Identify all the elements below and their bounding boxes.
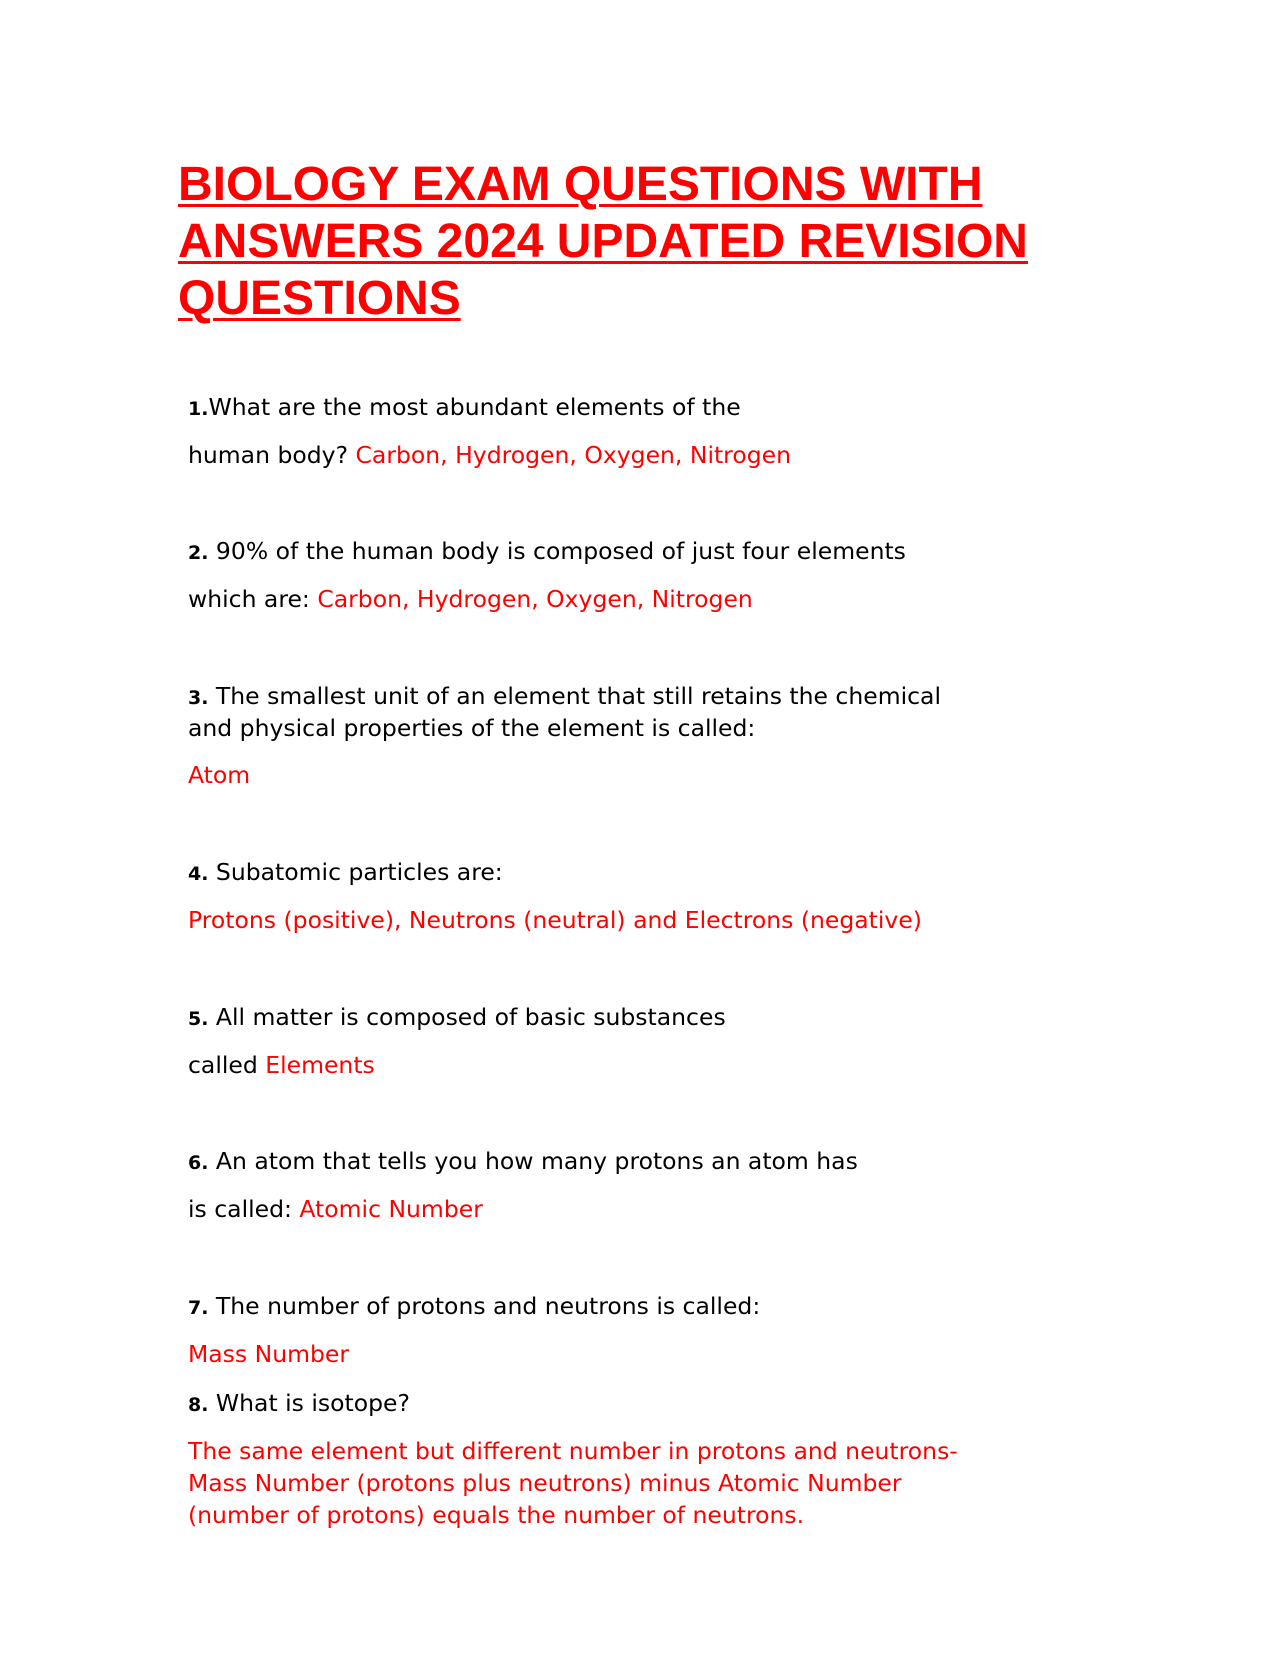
answer-2: Carbon, Hydrogen, Oxygen, Nitrogen [317, 585, 753, 613]
question-5-number: 5. [188, 1008, 209, 1030]
answer-4: Protons (positive), Neutrons (neutral) and Electrons (negative) [188, 906, 922, 934]
question-7-line-1 [188, 1290, 760, 1324]
answer-7: Mass Number [188, 1340, 350, 1368]
question-6-line-1 [188, 1145, 858, 1179]
question-8-line-1 [188, 1387, 410, 1421]
question-8-number: 8. [188, 1394, 209, 1416]
page-title: BIOLOGY EXAM QUESTIONS WITH ANSWERS 2024 UPDATED REVISION QUESTIONS [178, 158, 1028, 325]
question-3-line-1 [188, 680, 941, 714]
question-3-line-2 [188, 712, 755, 744]
question-1-text-cont: human body? [188, 441, 356, 469]
question-8-text: What is isotope? [208, 1389, 410, 1417]
question-2-line-2 [188, 583, 753, 615]
question-4-line-1 [188, 856, 503, 890]
question-5-line-1 [188, 1001, 726, 1035]
question-2-number: 2. [188, 542, 209, 564]
question-5-text: All matter is composed of basic substances [208, 1003, 726, 1031]
question-1-line-2 [188, 439, 791, 471]
question-1-line-1 [188, 391, 741, 425]
question-6-number: 6. [188, 1152, 209, 1174]
question-1-number: 1. [188, 398, 209, 420]
question-3-number: 3. [188, 687, 209, 709]
question-2-line-1 [188, 535, 906, 569]
answer-5: Elements [265, 1051, 375, 1079]
question-4-number: 4. [188, 863, 209, 885]
question-3-text: The smallest unit of an element that still retains the chemical [208, 682, 941, 710]
question-3-text-cont: and physical properties of the element is called: [188, 714, 756, 742]
answer-8-line-1: The same element but different number in protons and neutrons- [188, 1437, 958, 1465]
answer-6: Atomic Number [299, 1195, 483, 1223]
answer-1: Carbon, Hydrogen, Oxygen, Nitrogen [355, 441, 791, 469]
answer-3: Atom [188, 761, 251, 789]
question-6-line-2 [188, 1193, 483, 1225]
question-7-text: The number of protons and neutrons is called: [208, 1292, 761, 1320]
question-7-number: 7. [188, 1297, 209, 1319]
answer-8-line-3: (number of protons) equals the number of neutrons. [188, 1501, 805, 1529]
question-2-text: 90% of the human body is composed of just four elements [208, 537, 906, 565]
answer-8-line-2: Mass Number (protons plus neutrons) minus Atomic Number [188, 1469, 902, 1497]
question-1-text: What are the most abundant elements of the [208, 393, 741, 421]
question-6-text: An atom that tells you how many protons an atom has [208, 1147, 858, 1175]
question-6-text-cont: is called: [188, 1195, 300, 1223]
question-2-text-cont: which are: [188, 585, 318, 613]
question-5-line-2 [188, 1049, 375, 1081]
question-4-text: Subatomic particles are: [208, 858, 503, 886]
question-5-text-cont: called [188, 1051, 266, 1079]
